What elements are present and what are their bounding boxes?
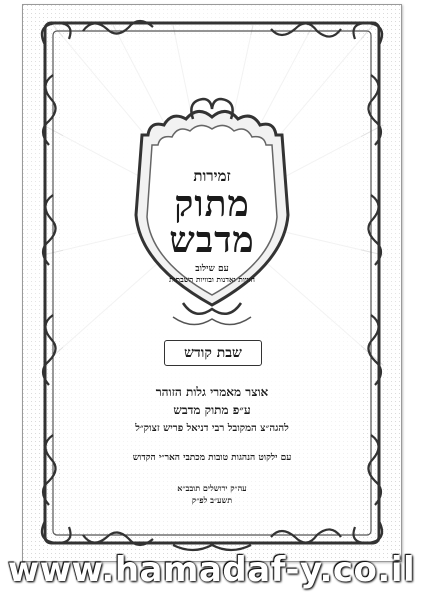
book-cover [22, 4, 402, 562]
website-watermark: www.hamadaf-y.co.il [7, 550, 416, 590]
title-small: זמירות [193, 167, 231, 185]
shabbat-label-box: שבת קודש [164, 340, 262, 366]
title-line1: מתוק [174, 183, 250, 225]
author-line4: עם ילקוט הנהגות טובות מכתבי האר״י הקדוש [132, 453, 292, 463]
publisher-line1: עה״ק ירושלים תובב״א [177, 483, 247, 493]
title-line2: מדבש [169, 219, 255, 261]
publisher-line2: תשע״ב לפ״ק [191, 495, 233, 505]
subtitle-2: הוויות ואדנות ובוויות השבתות [169, 275, 255, 284]
subtitle-1: עם שילוב [195, 264, 229, 274]
author-line3: להגה״צ המקובל רבי דניאל פריש זצוק״ל [135, 423, 289, 434]
author-line1: אוצר מאמרי גלות הזוהר [155, 385, 269, 399]
author-line2: ע״פ מתוק מדבש [173, 403, 251, 417]
